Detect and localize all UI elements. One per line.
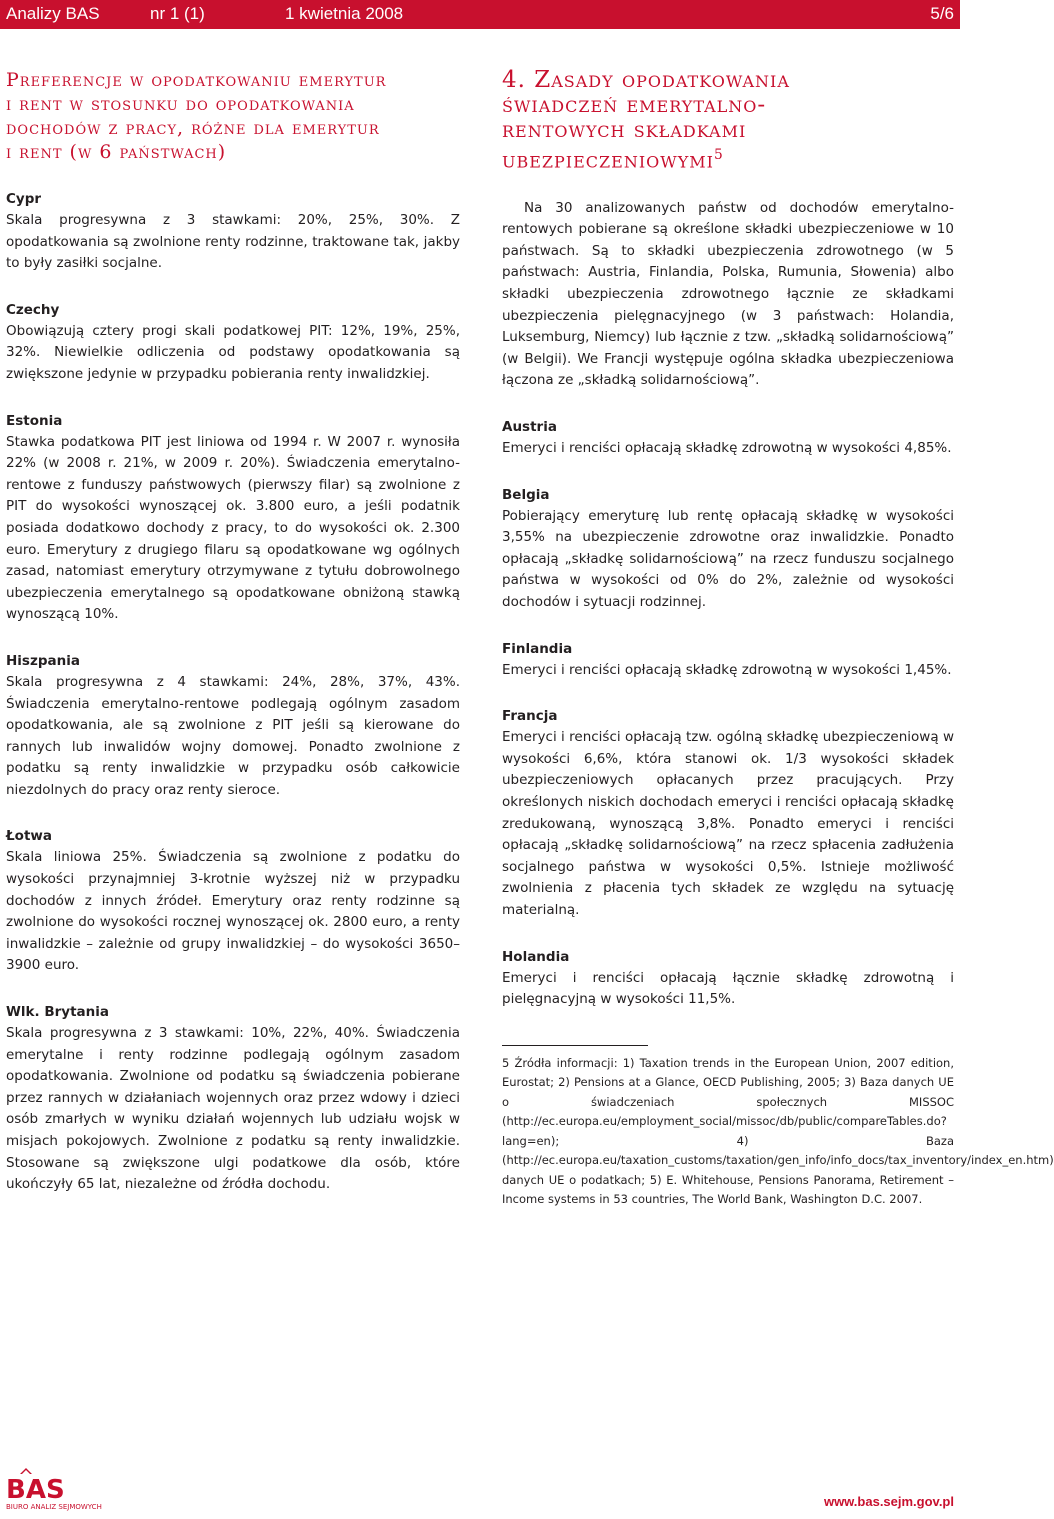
country-heading: Cypr [6,191,42,207]
title-line [502,143,954,174]
country-heading: Holandia [502,948,570,965]
intro-paragraph: Na 30 analizowanych państw od dochodów emerytalno-rentowych pobierane są określone składki ubezpieczeniowe w 10 państwach. Są to składki ubezpieczenia zdrowotnego (w 5 państwach: Austria, Finlandia, Polska, Rumunia, Słowenia) albo składki ubezpieczenia zdrowotnego łącznie ze składkami ubezpieczenia pielęgnacyjnego (w 3 państwach: Holandia, Luksemburg, Niemcy) lub łącznie z tzw. „składką solidarnościową” (w Belgii). We Francji występuje ogólna składka ubezpieczeniowa łączona ze „składką solidarnościową”. [502,199,954,389]
country-text: Pobierający emeryturę lub rentę opłacają składkę w wysokości 3,55% na ubezpieczenie zdrowotne oraz inwalidzkie. Ponadto opłacają „składkę solidarnościową” na rzecz funduszu socjalnego państwa w wysokości od 0% do 2%, zależnie od wysokości dochodów i sytuacji rodzinnej. [502,507,954,610]
country-heading: Francja [502,708,558,725]
left-column [6,68,460,1196]
country-section [502,416,954,460]
title-line: i rent (w 6 państwach) [6,141,227,163]
country-text: Skala progresywna z 4 stawkami: 24%, 28%, 37%, 43%. Świadczenia emerytalno-rentowe podlegają ogólnym zasadom opodatkowania, ale są zwolnione z PIT jeśli są kierowane do rannych lub inwalidów wojny domowej. Ponadto zwolnione z podatku są renty inwalidzkie w przypadku osób całkowicie niezdolnych do pracy oraz renty sieroce. [6,673,460,798]
country-text: Emeryci i renciści opłacają tzw. ogólną składkę ubezpieczeniową w wysokości 6,6%, która stanowi ok. 1/3 wysokości składek ubezpieczeniowych opłacanych przez pracujących. Przy określonych niskich dochodach emeryci i renciści opłacają składkę zredukowaną, wynoszącą 3,8%. Ponadto emeryci i renciści opłacają „składkę solidarnościową” na rzecz spłacenia zadłużenia socjalnego państwa w wysokości 0,5%. Istnieje możliwość zwolnienia z płacenia tych składek ze względu na sytuację materialną. [502,729,954,918]
left-section-title [6,68,460,164]
country-section [502,638,954,682]
page-number: 5/6 [930,4,954,23]
title-line: i rent w stosunku do opodatkowania [6,93,355,115]
title-line: 4. Zasady opodatkowania [502,67,790,93]
logo-subtext: BIURO ANALIZ SEJMOWYCH [6,1503,102,1511]
bas-logo [6,1466,146,1512]
country-heading: Czechy [6,301,60,318]
footnote-divider [502,1045,648,1046]
country-section [6,650,460,802]
title-line: dochodów z pracy, różne dla emerytur [6,117,380,139]
country-section [6,825,460,977]
country-section [6,410,460,626]
country-heading: Wlk. Brytania [6,1004,109,1021]
publication-name: Analizy BAS [6,4,100,23]
country-text: Obowiązują cztery progi skali podatkowej PIT: 12%, 19%, 25%, 32%. Niewielkie odliczenia od podstawy opodatkowania są zwiększone jedynie w przypadku pobierania renty inwalidzkiej. [6,322,460,382]
country-section [6,188,460,275]
page-header-bar [0,0,960,29]
title-line: świadczeń emerytalno- [502,92,767,118]
country-text: Emeryci i renciści opłacają składkę zdrowotną w wysokości 4,85%. [502,440,952,456]
country-heading: Estonia [6,412,63,429]
country-section [502,946,954,1011]
country-heading: Łotwa [6,828,52,845]
footer-url-link[interactable]: www.bas.sejm.gov.pl [823,1494,954,1509]
footnote: 5 Źródła informacji: 1) Taxation trends in the European Union, 2007 edition, Eurostat; 2) Pensions at a Glance, OECD Publishing, 2005; 3) Baza danych UE o świadczeniach społecznych MISSOC (http://ec.europa.eu/employment_social/missoc/db/public/compareTables.do?lang=en); 4) Baza (http://ec.europa.eu/taxation_customs/taxation/gen_info/info_docs/tax_inventory/index_en.htm) danych UE o podatkach; 5) E. Whitehouse, Pensions Panorama, Retirement – Income systems in 53 countries, The World Bank, Washington D.C. 2007. [502,1055,1054,1207]
country-text: Skala liniowa 25%. Świadczenia są zwolnione z podatku do wysokości przynajmniej 3-krotnie wyższej niż w przypadku dochodów z innych źródeł. Emerytury oraz renty rodzinne są zwolnione do wysokości rocznej wynoszącej ok. 2800 euro, a renty inwalidzkie – zależnie od grupy inwalidzkiej – do wysokości 3650–3900 euro. [6,849,460,974]
country-section [6,299,460,386]
country-heading: Hiszpania [6,652,80,669]
bas-logo-icon [6,1466,146,1512]
country-heading: Austria [502,419,557,435]
issue-number: nr 1 (1) [150,4,205,23]
country-section [502,705,954,921]
country-section [6,1001,460,1196]
right-column [502,67,1054,1210]
country-heading: Finlandia [502,640,573,657]
title-line: rentowych składkami [502,117,747,143]
country-heading: Belgia [502,486,550,503]
country-text: Emeryci i renciści opłacają łącznie składkę zdrowotną i pielęgnacyjną w wysokości 11,5%. [502,969,954,1008]
country-section [502,484,954,614]
footnote-mark: 5 [714,147,724,163]
title-line: Preferencje w opodatkowaniu emerytur [6,69,387,91]
country-text: Stawka podatkowa PIT jest liniowa od 1994 r. W 2007 r. wynosiła 22% (w 2008 r. 21%, w 2009 r. 20%). Świadczenia emerytalno-rentowe z funduszy państwowych (pierwszy filar) są zwolnione z PIT do wysokości wynoszącej ok. 3.800 euro, a jeśli podatnik posiada dodatkowo dochody z pracy, to do wysokości ok. 2.300 euro. Emerytury z drugiego filaru są opodatkowane wg ogólnych zasad, natomiast emerytury otrzymywane z tytułu dobrowolnego ubezpieczenia emerytalnego są opodatkowane obniżoną stawką wynoszącą 10%. [6,433,460,623]
right-section-title [502,68,954,174]
country-text: Skala progresywna z 3 stawkami: 20%, 25%, 30%. Z opodatkowania są zwolnione renty rodzinne, traktowane tak, jakby to były zasiłki socjalne. [6,212,460,272]
logo-text: BAS [6,1475,65,1505]
country-text: Skala progresywna z 3 stawkami: 10%, 22%, 40%. Świadczenia emerytalne i renty rodzinne podlegają ogólnym zasadom opodatkowania. Zwolnione od podatku są świadczenia pobierane przez rannych w działaniach wojennych oraz przez wdowy i dzieci osób zmarłych w wyniku działań wojennych lub udziału wojsk w misjach pokojowych. Zwolnione z podatku są renty inwalidzkie. Stosowane są zwiększone ulgi podatkowe dla osób, które ukończyły 65 lat, niezależne od źródła dochodu. [6,1025,460,1193]
country-text: Emeryci i renciści opłacają składkę zdrowotną w wysokości 1,45%. [502,661,952,678]
title-line-text: ubezpieczeniowymi [502,147,714,174]
issue-date: 1 kwietnia 2008 [285,4,404,23]
